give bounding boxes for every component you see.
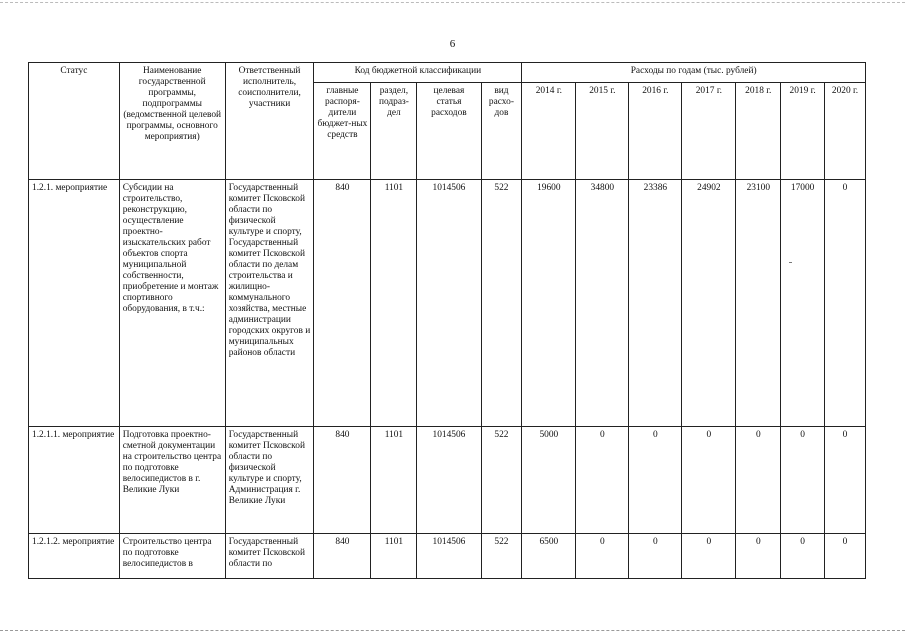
cell-2015: 0: [576, 534, 629, 579]
header-status: Статус: [29, 63, 120, 180]
cell-2018: 0: [736, 534, 781, 579]
cell-section: 1101: [371, 427, 417, 534]
cell-2016: 0: [629, 427, 682, 534]
cell-2014: 6500: [522, 534, 576, 579]
cell-responsible: Государственный комитет Псковской области по физической культуре и спорту, Государственный комитет Псковской области по делам строительства и жилищно-коммунального хозяйства, местные администрации городских округов и муниципальных районов области: [225, 180, 314, 427]
cell-2018: 23100: [736, 180, 781, 427]
cell-expense-type: 522: [481, 534, 522, 579]
cell-2017: 24902: [682, 180, 736, 427]
header-year-2019: 2019 г.: [781, 83, 825, 180]
cell-2015: 0: [576, 427, 629, 534]
cell-status: 1.2.1.1. мероприятие: [29, 427, 120, 534]
cell-expense-type: 522: [481, 427, 522, 534]
header-year-2017: 2017 г.: [682, 83, 736, 180]
cell-program-name: Строительство центра по подготовке велосипедистов в: [119, 534, 225, 579]
cell-grbs: 840: [314, 534, 371, 579]
cell-program-name: Субсидии на строительство, реконструкцию, осуществление проектно-изыскательских работ объектов спорта муниципальной собственности, приобретение и монтаж спортивного оборудования, в т.ч.:: [119, 180, 225, 427]
cell-2014: 19600: [522, 180, 576, 427]
table-row: [29, 180, 866, 427]
cell-target-article: 1014506: [417, 180, 481, 427]
page-number: 6: [449, 38, 456, 50]
cell-section: 1101: [371, 534, 417, 579]
cell-section: 1101: [371, 180, 417, 427]
header-section: раздел, подраз-дел: [371, 83, 417, 180]
cell-expense-type: 522: [481, 180, 522, 427]
header-target-article: целевая статья расходов: [417, 83, 481, 180]
cell-responsible: Государственный комитет Псковской области по физической культуре и спорту, Администрация г. Великие Луки: [225, 427, 314, 534]
header-grbs: главные распоря-дители бюджет-ных средств: [314, 83, 371, 180]
cell-status: 1.2.1. мероприятие: [29, 180, 120, 427]
header-year-2020: 2020 г.: [825, 83, 866, 180]
cell-grbs: 840: [314, 180, 371, 427]
header-expense-type: вид расхо-дов: [481, 83, 522, 180]
cell-target-article: 1014506: [417, 534, 481, 579]
cell-2014: 5000: [522, 427, 576, 534]
cell-2016: 23386: [629, 180, 682, 427]
cell-responsible: Государственный комитет Псковской области по: [225, 534, 314, 579]
scan-edge-bottom: [0, 630, 905, 631]
cell-target-article: 1014506: [417, 427, 481, 534]
header-year-2015: 2015 г.: [576, 83, 629, 180]
header-year-2016: 2016 г.: [629, 83, 682, 180]
cell-2017: 0: [682, 427, 736, 534]
cell-program-name: Подготовка проектно-сметной документации на строительство центра по подготовке велосипедистов в г. Великие Луки: [119, 427, 225, 534]
table-row: [29, 534, 866, 579]
budget-table: [28, 62, 866, 579]
cell-2018: 0: [736, 427, 781, 534]
cell-2015: 34800: [576, 180, 629, 427]
table-row: [29, 427, 866, 534]
scan-edge-top: [0, 2, 905, 3]
cell-2020: 0: [825, 427, 866, 534]
cell-2020: 0: [825, 180, 866, 427]
cell-grbs: 840: [314, 427, 371, 534]
cell-status: 1.2.1.2. мероприятие: [29, 534, 120, 579]
cell-2017: 0: [682, 534, 736, 579]
header-budget-code: Код бюджетной классификации: [314, 63, 522, 83]
header-expenses: Расходы по годам (тыс. рублей): [522, 63, 866, 83]
cell-2020: 0: [825, 534, 866, 579]
header-program-name: Наименование государственной программы, подпрограммы (ведомственной целевой программы, основного мероприятия): [119, 63, 225, 180]
header-responsible: Ответственный исполнитель, соисполнители, участники: [225, 63, 314, 180]
cell-2019: 0: [781, 534, 825, 579]
cell-2019: 0: [781, 427, 825, 534]
header-year-2014: 2014 г.: [522, 83, 576, 180]
cell-2016: 0: [629, 534, 682, 579]
header-year-2018: 2018 г.: [736, 83, 781, 180]
scan-dot-mark: [789, 262, 792, 263]
cell-2019: 17000: [781, 180, 825, 427]
